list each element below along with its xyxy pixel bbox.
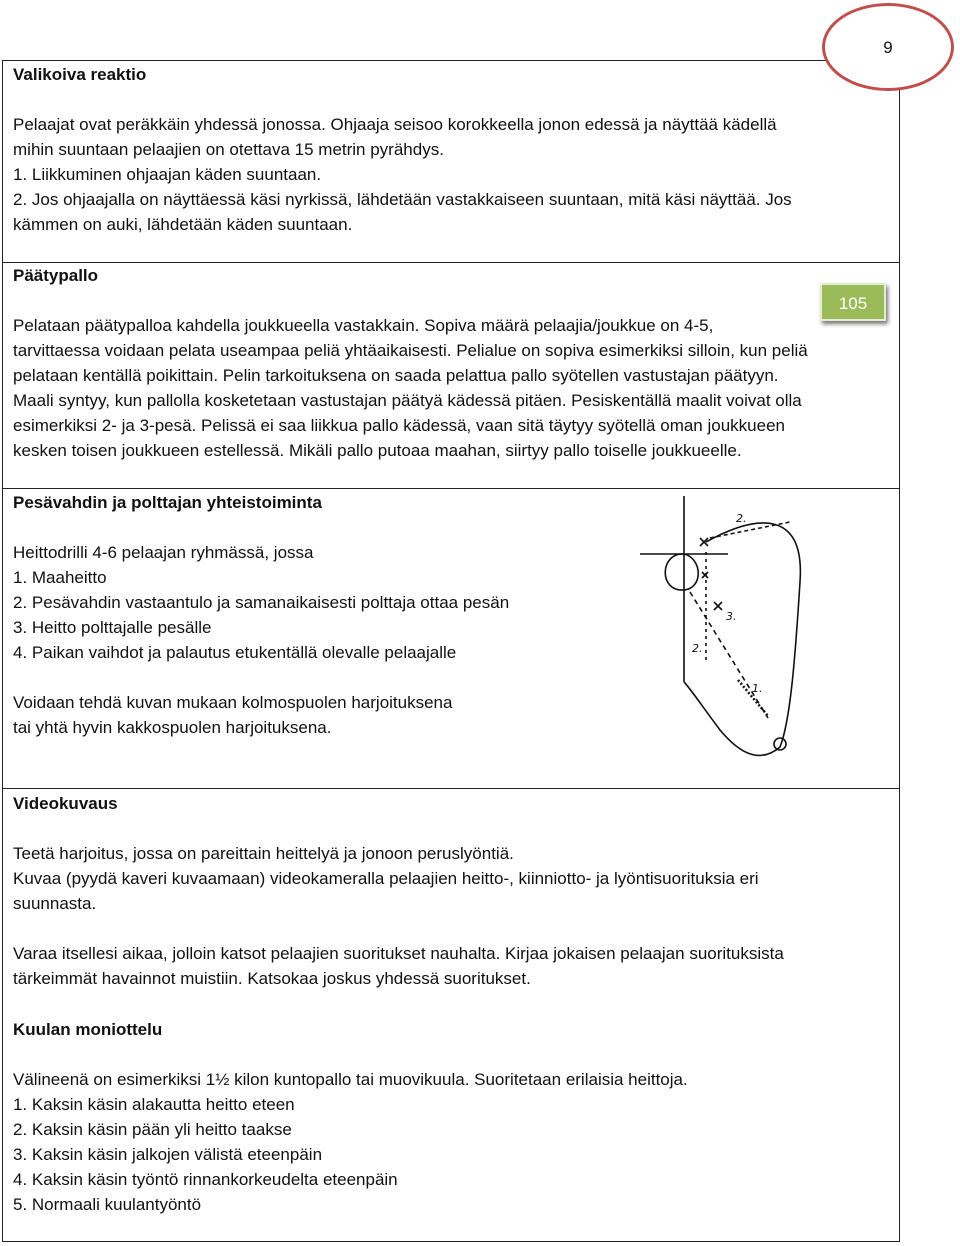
section-paatypallo <box>13 263 808 463</box>
text-line: 2. Jos ohjaajalla on näyttäessä käsi nyrkissä, lähdetään vastakkaiseen suuntaan, mitä käsi näyttää. Jos <box>13 190 792 209</box>
text-line: 1. Liikkuminen ohjaajan käden suuntaan. <box>13 165 322 184</box>
text-line: 2. Kaksin käsin pään yli heitto taakse <box>13 1120 292 1139</box>
section-title: Videokuvaus <box>13 794 118 813</box>
diagram-curve <box>684 523 800 756</box>
text-line: 5. Normaali kuulantyöntö <box>13 1195 202 1214</box>
text-line: 2. Pesävahdin vastaantulo ja samanaikaisesti polttaja ottaa pesän <box>13 593 510 612</box>
text-line: suunnasta. <box>13 894 97 913</box>
text-line: Varaa itsellesi aikaa, jolloin katsot pelaajien suoritukset nauhalta. Kirjaa jokaisen pelaajan suorituksista <box>13 944 784 963</box>
text-line: 3. Heitto polttajalle pesälle <box>13 618 212 637</box>
section-valikoiva <box>13 62 792 237</box>
section-title: Kuulan moniottelu <box>13 1020 163 1039</box>
section-kuula <box>13 1017 688 1217</box>
diagram-loop <box>665 554 698 590</box>
text-line: 4. Paikan vaihdot ja palautus etukentällä olevalle pelaajalle <box>13 643 457 662</box>
diagram-label: 2. <box>692 642 703 655</box>
player-marker <box>774 738 786 750</box>
divider <box>2 788 900 789</box>
section-title: Pesävahdin ja polttajan yhteistoiminta <box>13 493 322 512</box>
player-marker <box>714 602 722 610</box>
text-line: tärkeimmät havainnot muistiin. Katsokaa joskus yhdessä suoritukset. <box>13 969 531 988</box>
player-marker <box>702 572 708 578</box>
text-line: mihin suuntaan pelaajien on otettava 15 metrin pyrähdys. <box>13 140 444 159</box>
page-number: 9 <box>883 38 893 57</box>
number-badge: 105 <box>820 283 886 321</box>
text-line: pelataan kentällä poikittain. Pelin tarkoituksena on saada pelattua pallo syötellen vastustajan päätyyn. <box>13 366 779 385</box>
diagram-label: 3. <box>726 610 737 623</box>
text-line: 1. Kaksin käsin alakautta heitto eteen <box>13 1095 295 1114</box>
text-line: Välineenä on esimerkiksi 1½ kilon kuntopallo tai muovikuula. Suoritetaan erilaisia heittoja. <box>13 1070 688 1089</box>
diagram-label: 2. <box>736 512 747 525</box>
diagram-label: 1. <box>752 682 763 695</box>
text-line: Teetä harjoitus, jossa on pareittain heittelyä ja jonoon peruslyöntiä. <box>13 844 514 863</box>
section-title: Päätypallo <box>13 266 99 285</box>
text-line: tarvittaessa voidaan pelata useampaa peliä yhtäaikaisesti. Pelialue on sopiva esimerkiksi silloin, kun peliä <box>13 341 808 360</box>
page-number-badge <box>822 3 954 91</box>
section-pesavahti <box>13 490 509 740</box>
text-line: Kuvaa (pyydä kaveri kuvaamaan) videokameralla pelaajien heitto-, kiinniotto- ja lyöntisuorituksia eri <box>13 869 759 888</box>
text-line: Heittodrilli 4-6 pelaajan ryhmässä, jossa <box>13 543 314 562</box>
text-line: tai yhtä hyvin kakkospuolen harjoituksena. <box>13 718 332 737</box>
text-line: 4. Kaksin käsin työntö rinnankorkeudelta eteenpäin <box>13 1170 398 1189</box>
text-line: 3. Kaksin käsin jalkojen välistä eteenpäin <box>13 1145 323 1164</box>
text-line: Maali syntyy, kun pallolla kosketetaan vastustajan päätyä kädessä pitäen. Pesiskentällä maalit voivat olla <box>13 391 802 410</box>
text-line: Voidaan tehdä kuvan mukaan kolmospuolen harjoituksena <box>13 693 453 712</box>
divider <box>2 488 900 489</box>
text-line: esimerkiksi 2- ja 3-pesä. Pelissä ei saa liikkua pallo kädessä, vaan sitä täytyy syötellä oman joukkueen <box>13 416 785 435</box>
text-line: kesken toisen joukkueen estellessä. Mikäli pallo putoaa maahan, siirtyy pallo toiselle joukkueelle. <box>13 441 742 460</box>
field-drill-diagram <box>640 492 820 772</box>
text-line: Pelaajat ovat peräkkäin yhdessä jonossa. Ohjaaja seisoo korokkeella jonon edessä ja näyttää kädellä <box>13 115 777 134</box>
text-line: Pelataan päätypalloa kahdella joukkueella vastakkain. Sopiva määrä pelaajia/joukkue on 4-5, <box>13 316 714 335</box>
section-title: Valikoiva reaktio <box>13 65 147 84</box>
text-line: kämmen on auki, lähdetään käden suuntaan. <box>13 215 353 234</box>
section-videokuvaus <box>13 791 784 991</box>
text-line: 1. Maaheitto <box>13 568 107 587</box>
